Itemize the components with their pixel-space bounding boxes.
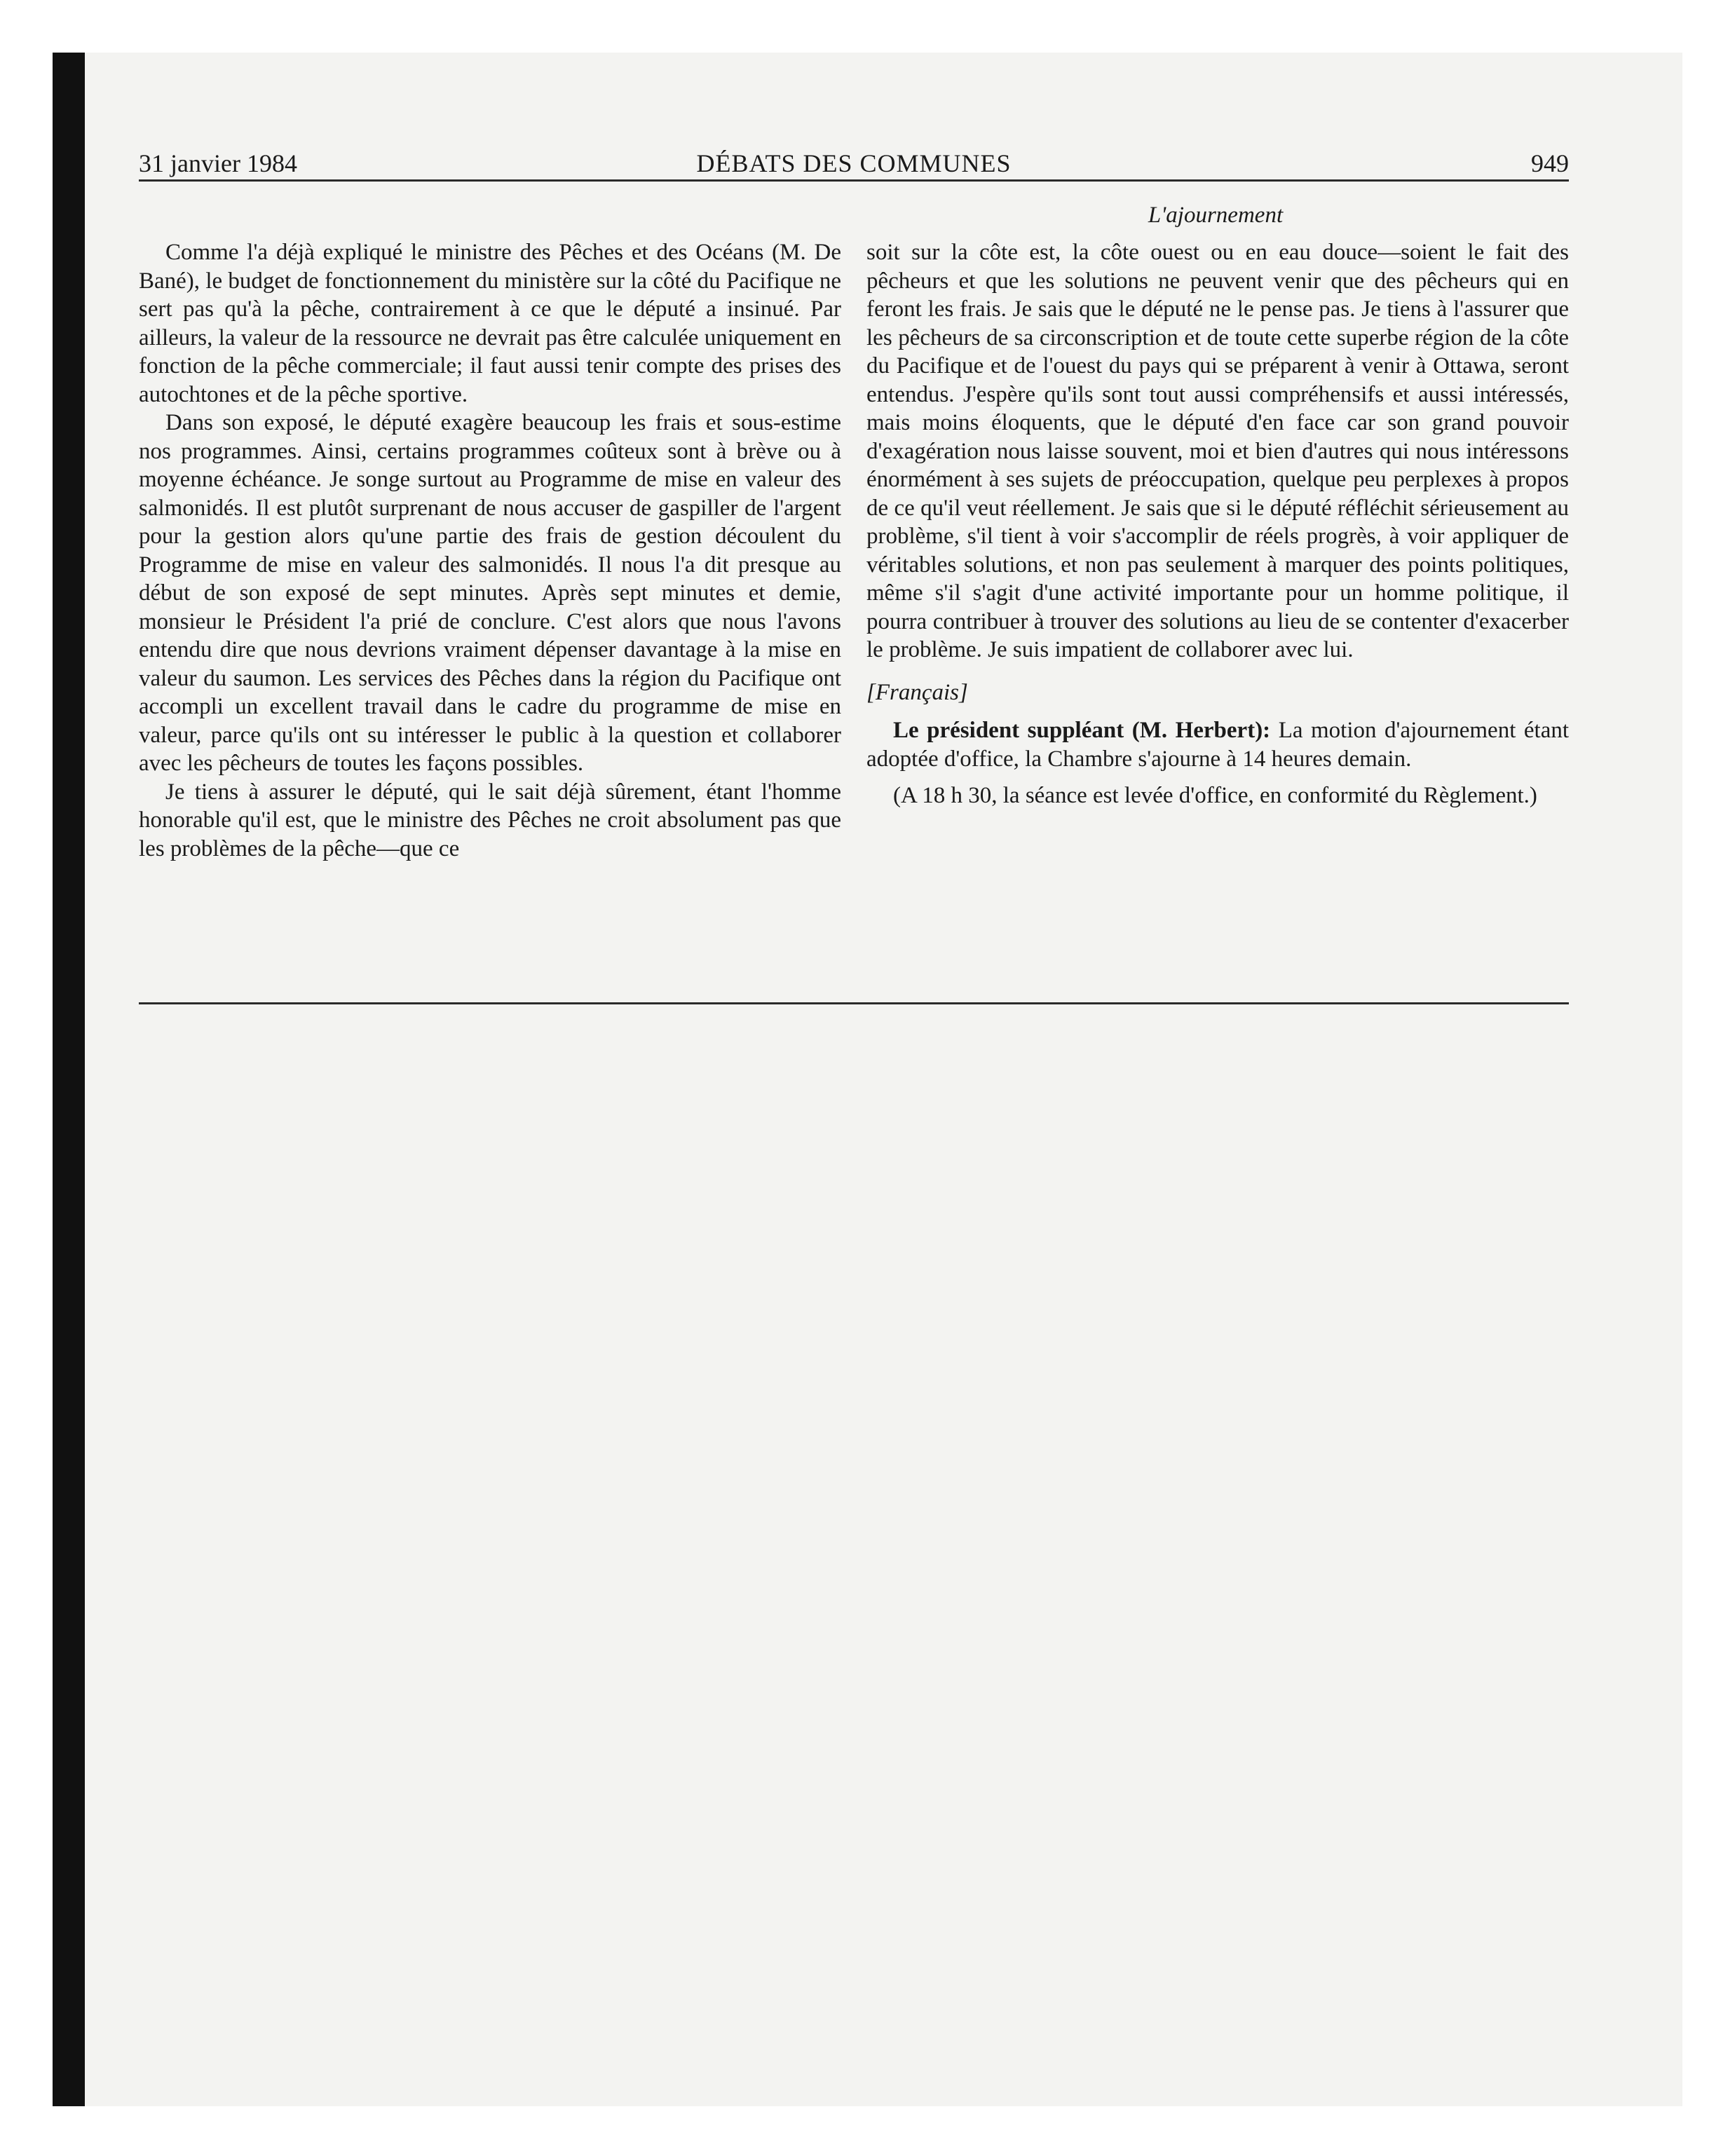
speaker-text: La motion d'ajournement étant adoptée d'office, la Chambre s'ajourne à 14 heures demain.: [866, 718, 1570, 772]
header-date: 31 janvier 1984: [139, 149, 297, 177]
section-rubric: L'ajournement: [1148, 203, 1284, 228]
header-rule: [139, 179, 1569, 182]
paragraph: Je tiens à assurer le député, qui le sait déjà sûrement, étant l'homme honorable qu'il est, que le ministre des Pêches ne croit absolument pas que les problèmes de la pêche—que ce: [139, 779, 841, 861]
running-header: [139, 146, 1569, 181]
paragraph: soit sur la côte est, la côte ouest ou en eau douce—soient le fait des pêcheurs et que les solutions ne peuvent venir que des pêcheurs qui en feront les frais. Je sais que le député ne le pense pas. Je tiens à l'assurer que les pêcheurs de sa circonscription et de toute cette superbe région de la côte du Pacifique et de l'ouest du pays qui se préparent à venir à Ottawa, seront entendus. J'espère qu'ils sont tout aussi compréhensifs et aussi intéressés, mais moins éloquents, que le député d'en face car son grand pouvoir d'exagération nous laisse souvent, moi et bien d'autres qui nous intéressons énormément à ses sujets de préoccupation, quelque peu perplexes à propos de ce qu'il veut réellement. Je sais que si le député réfléchit sérieusement au problème, s'il tient à voir s'accomplir de réels progrès, à voir appliquer de véritables solutions, et non pas seulement à marquer des points politiques, même s'il s'agit d'une activité importante pour un homme politique, il pourra contribuer à trouver des solutions au lieu de se contenter d'exacerber le problème. Je suis impatient de collaborer avec lui.: [866, 240, 1569, 662]
left-column: [139, 238, 841, 863]
closing-note: (A 18 h 30, la séance est levée d'office, en conformité du Règlement.): [893, 783, 1537, 808]
right-column: [866, 238, 1569, 810]
paragraph: Comme l'a déjà expliqué le ministre des Pêches et des Océans (M. De Bané), le budget de fonctionnement du ministère sur la côté du Pacifique ne sert pas qu'à la pêche, contrairement à ce que le député a insinué. Par ailleurs, la valeur de la ressource ne devrait pas être calculée uniquement en fonction de la pêche commerciale; il faut aussi tenir compte des prises des autochtones et de la pêche sportive.: [139, 240, 841, 407]
speaker-paragraph: [866, 716, 1569, 773]
end-rule: [139, 1002, 1569, 1004]
paragraph: Dans son exposé, le député exagère beaucoup les frais et sous-estime nos programmes. Ainsi, certains programmes coûteux sont à brève ou à moyenne échéance. Je songe surtout au Programme de mise en valeur des salmonidés. Il est plutôt surprenant de nous accuser de gaspiller de l'argent pour la gestion alors qu'une partie des frais de gestion découlent du Programme de mise en valeur des salmonidés. Il nous l'a dit presque au début de son exposé de sept minutes. Après sept minutes et demie, monsieur le Président l'a prié de conclure. C'est alors que nous l'avons entendu dire que nous devrions vraiment dépenser davantage à la mise en valeur du saumon. Les services des Pêches dans la région du Pacifique ont accompli un excellent travail dans le cadre du programme de mise en valeur, parce qu'ils ont su intéresser le public à la question et collaborer avec les pêcheurs de toutes les façons possibles.: [139, 410, 841, 776]
speaker-name: Le président suppléant (M. Herbert):: [893, 718, 1271, 743]
binding-edge: [53, 53, 85, 2106]
language-tag: [Français]: [866, 679, 968, 705]
page-number: 949: [1531, 149, 1569, 177]
header-title: DÉBATS DES COMMUNES: [696, 149, 1012, 177]
